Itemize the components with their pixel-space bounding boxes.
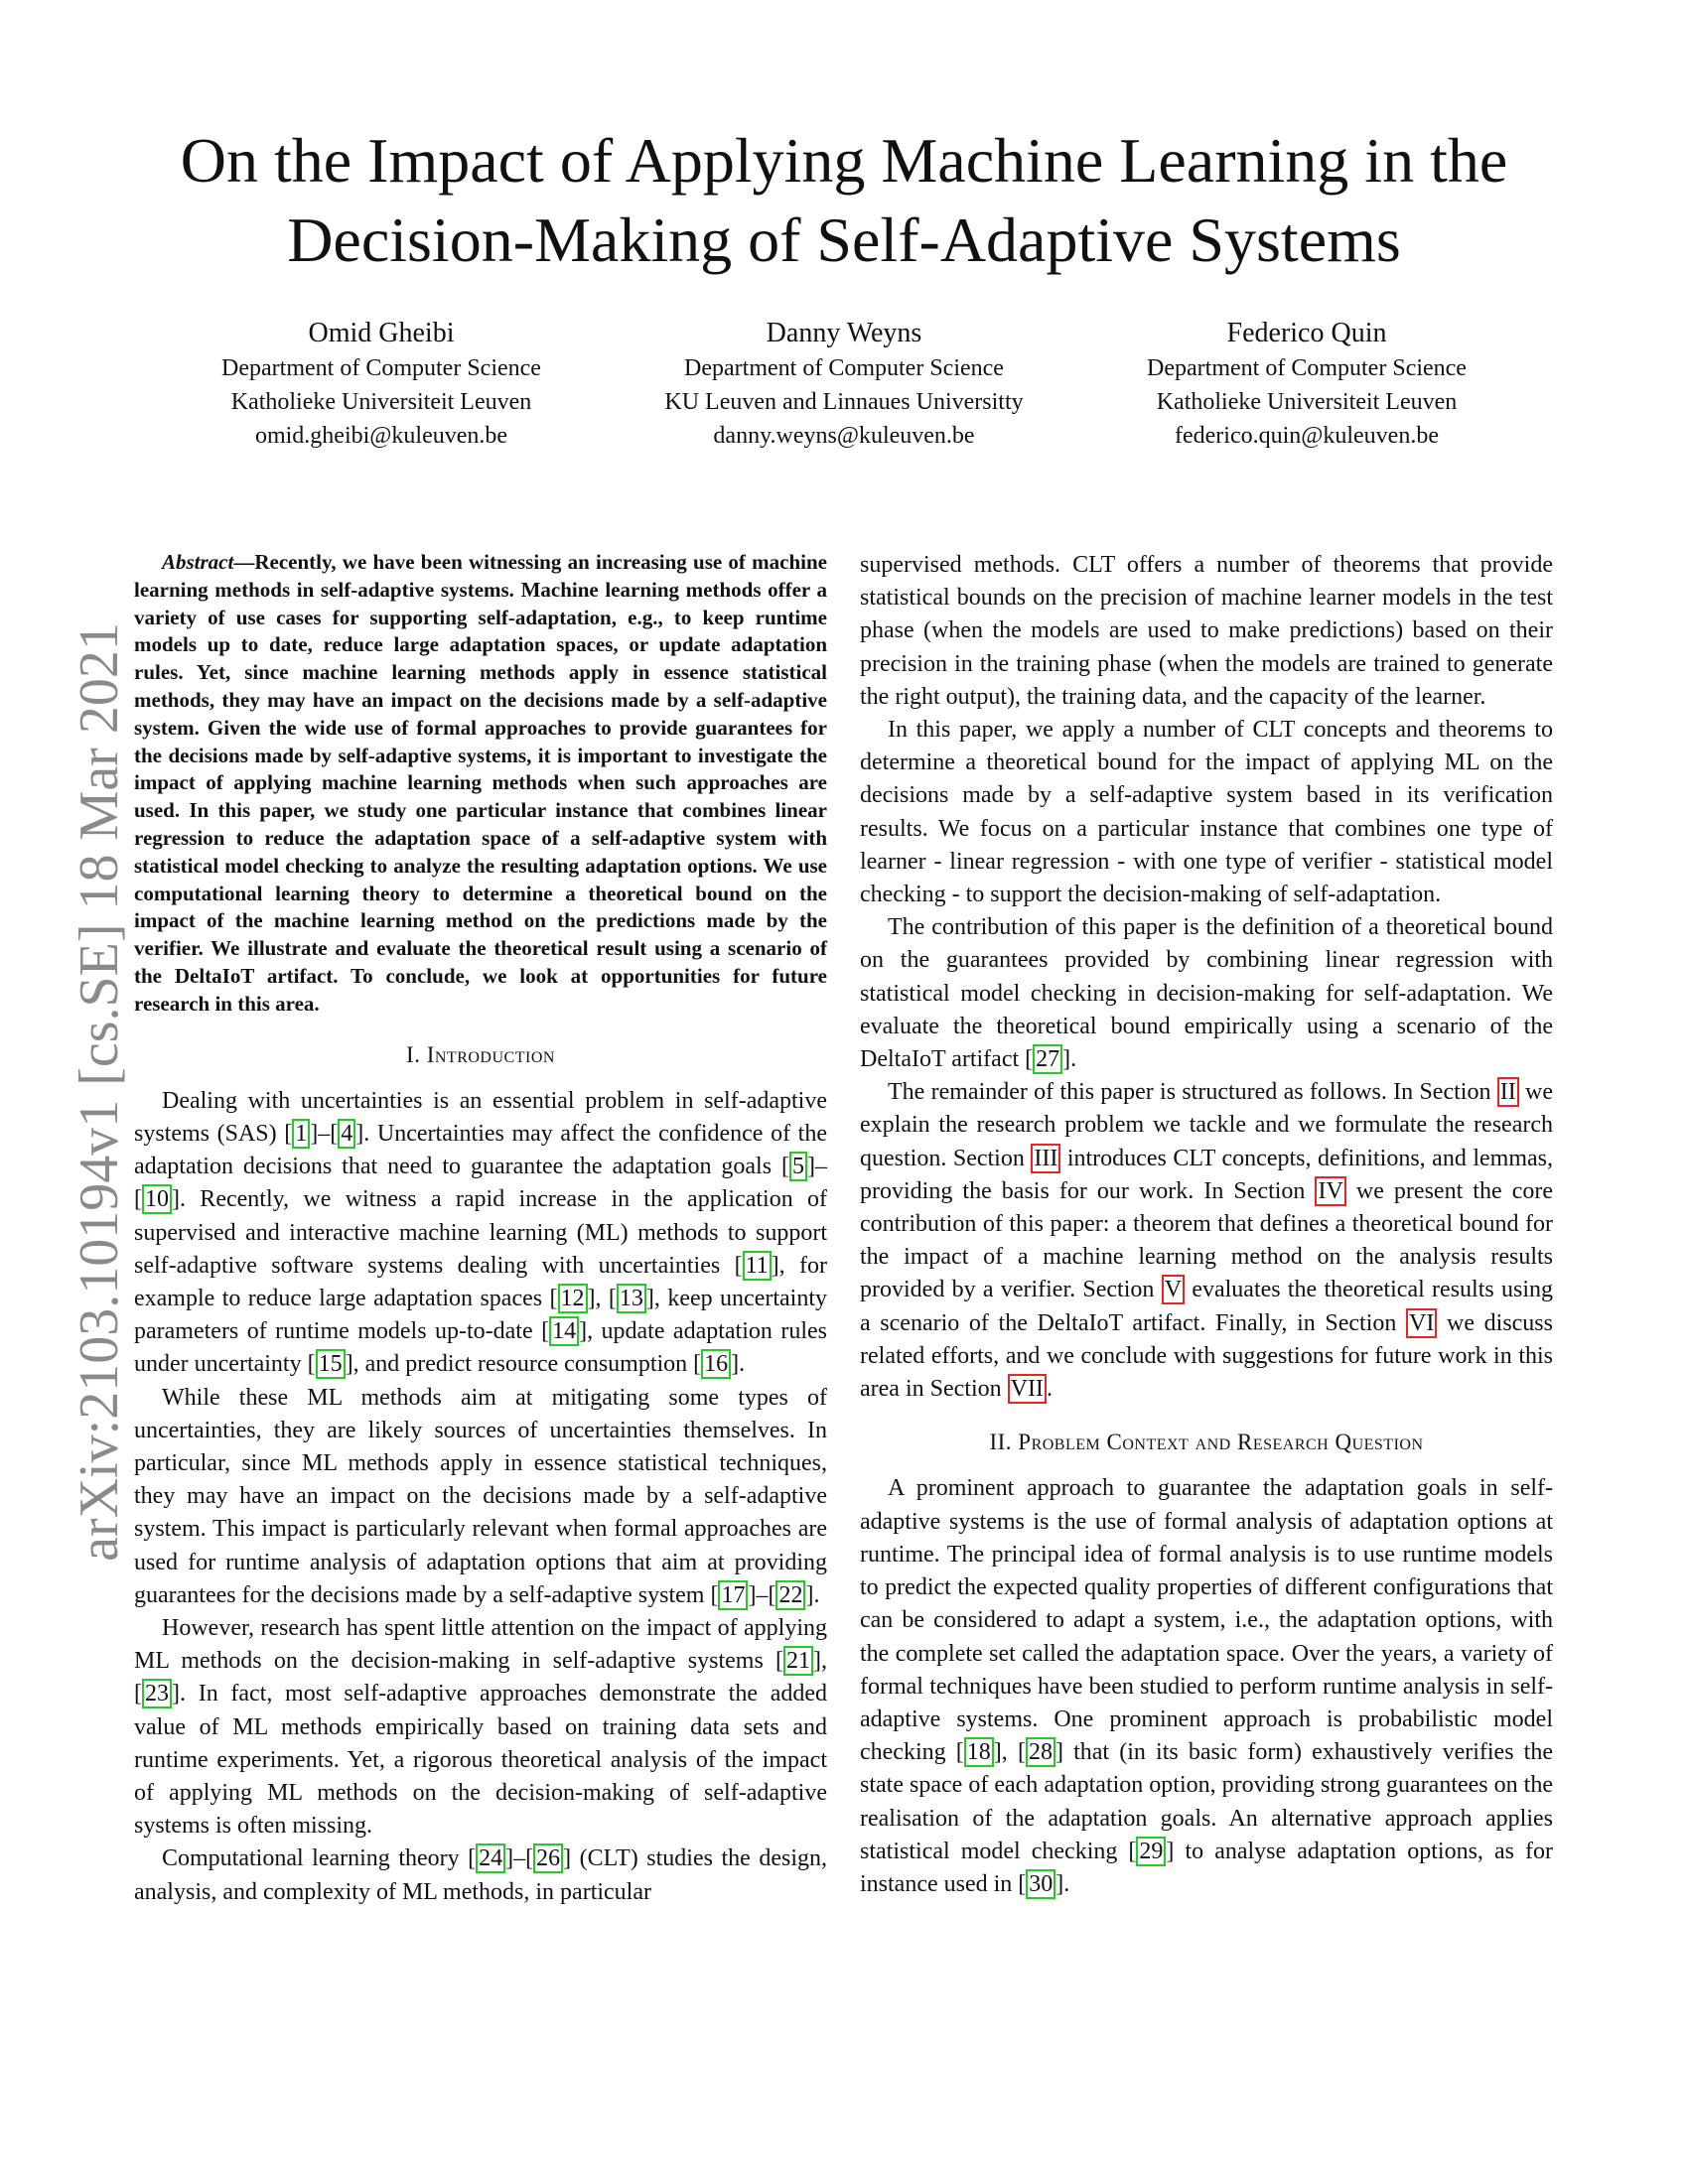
- author-dept: Department of Computer Science: [1147, 355, 1467, 381]
- citation-link[interactable]: 4: [338, 1119, 355, 1149]
- section-link[interactable]: II: [1497, 1077, 1519, 1107]
- citation-link[interactable]: 21: [783, 1646, 813, 1676]
- citation-link[interactable]: 18: [964, 1737, 994, 1767]
- section-link[interactable]: V: [1162, 1275, 1185, 1304]
- section-heading-introduction: I. Introduction: [406, 1041, 555, 1067]
- paragraph: However, research has spent little attention on the impact of applying ML methods on the decision-making in self-adaptive systems [ 21 ], [ 23 ]. In fact, most self-adaptive approaches demonstrate the added value of ML methods empirically based on training data sets and runtime experiments. Yet, a rigorous theoretical analysis of the impact of applying ML methods on the decision-making of self-adaptive systems is often missing.: [134, 1615, 827, 1840]
- paragraph: In this paper, we apply a number of CLT concepts and theorems to determine a theoretical bound for the impact of applying ML on the decisions made by a self-adaptive system based in its verification results. We focus on a particular instance that combines one type of learner - linear regression - with one type of verifier - statistical model checking - to support the decision-making of self-adaptation.: [860, 717, 1553, 908]
- author-3: [1075, 316, 1538, 453]
- paragraph: The remainder of this paper is structured as follows. In Section II we explain the research problem we tackle and we formulate the research question. Section III introduces CLT concepts, definitions, and lemmas, providing the basis for our work. In Section IV we present the core contribution of this paper: a theorem that defines a theoretical bound for the impact of a machine learning method on the analysis results provided by a verifier. Section V evaluates the theoretical results using a scenario of the DeltaIoT artifact. Finally, in Section VI we discuss related efforts, and we conclude with suggestions for future work in this area in Section VII .: [860, 1079, 1554, 1403]
- paragraph: Computational learning theory [ 24 ]–[ 26 ] (CLT) studies the design, analysis, and complexity of ML methods, in particular: [134, 1845, 827, 1905]
- author-dept: Department of Computer Science: [684, 355, 1004, 381]
- citation-link[interactable]: 24: [476, 1843, 505, 1873]
- citation-link[interactable]: 15: [316, 1349, 346, 1379]
- author-name: Danny Weyns: [766, 318, 922, 348]
- section-link[interactable]: III: [1031, 1144, 1060, 1173]
- author-2: [613, 316, 1075, 453]
- citation-link[interactable]: 23: [142, 1679, 172, 1708]
- author-email: federico.quin@kuleuven.be: [1174, 423, 1439, 449]
- author-name: Federico Quin: [1226, 318, 1387, 348]
- section-link[interactable]: IV: [1315, 1176, 1345, 1206]
- author-dept: Department of Computer Science: [221, 355, 541, 381]
- paragraph: supervised methods. CLT offers a number of theorems that provide statistical bounds on the precision of machine learner models in the test phase (when the models are used to make predictions) based on their precision in the training phase (when the models are trained to generate the right output), the training data, and the capacity of the learner.: [860, 552, 1553, 710]
- author-email: omid.gheibi@kuleuven.be: [254, 423, 508, 449]
- citation-link[interactable]: 12: [558, 1284, 588, 1313]
- citation-link[interactable]: 13: [617, 1284, 646, 1313]
- abstract-text: —Recently, we have been witnessing an increasing use of machine learning methods in self-adaptive systems. Machine learning methods offer a variety of use cases for supporting self-adaptation, e.g., to keep runtime models up to date, reduce large adaptation spaces, or update adaptation rules. Yet, since machine learning methods apply in essence statistical methods, they may have an impact on the decisions made by a self-adaptive system. Given the wide use of formal approaches to provide guarantees for the decisions made by self-adaptive systems, it is important to investigate the impact of applying machine learning methods when such approaches are used. In this paper, we study one particular instance that combines linear regression to reduce the adaptation space of a self-adaptive system with statistical model checking to analyze the resulting adaptation options. We use computational learning theory to determine a theoretical bound on the impact of the machine learning method on the predictions made by the verifier. We illustrate and evaluate the theoretical result using a scenario of the DeltaIoT artifact. To conclude, we look at opportunities for future research in this area.: [134, 550, 827, 1016]
- section-link[interactable]: VII: [1008, 1374, 1047, 1404]
- citation-link[interactable]: 29: [1136, 1837, 1166, 1866]
- arxiv-identifier: arXiv:2103.10194v1 [cs.SE] 18 Mar 2021: [69, 622, 130, 1562]
- citation-link[interactable]: 14: [549, 1316, 579, 1346]
- paragraph: The contribution of this paper is the definition of a theoretical bound on the guarantees provided by combining linear regression with statistical model checking in decision-making for self-adaptation. We evaluate the theoretical bound empirically using a scenario of the DeltaIoT artifact [ 27 ].: [860, 914, 1553, 1073]
- author-affiliation: Katholieke Universiteit Leuven: [1156, 389, 1458, 415]
- abstract-label: Abstract: [162, 550, 234, 574]
- abstract: [134, 549, 827, 1019]
- citation-link[interactable]: 11: [743, 1251, 772, 1281]
- section-link[interactable]: VI: [1406, 1308, 1437, 1338]
- paper-title: On the Impact of Applying Machine Learning in the Decision-Making of Self-Adaptive Systems: [180, 125, 1508, 275]
- citation-link[interactable]: 16: [701, 1349, 731, 1379]
- left-column: [134, 549, 827, 1909]
- citation-link[interactable]: 10: [142, 1184, 172, 1214]
- author-block: [149, 316, 1539, 453]
- author-affiliation: KU Leuven and Linnaues Universitty: [664, 389, 1024, 415]
- author-affiliation: Katholieke Universiteit Leuven: [230, 389, 532, 415]
- right-column: [860, 549, 1553, 1901]
- citation-link[interactable]: 1: [292, 1119, 310, 1149]
- citation-link[interactable]: 28: [1026, 1737, 1055, 1767]
- citation-link[interactable]: 26: [533, 1843, 563, 1873]
- citation-link[interactable]: 17: [718, 1580, 748, 1610]
- paragraph: While these ML methods aim at mitigating some types of uncertainties, they are likely sources of uncertainties themselves. In particular, since ML methods apply in essence statistical techniques, they may have an impact on the decisions made by a self-adaptive system. This impact is particularly relevant when formal approaches are used for runtime analysis of adaptation options that aim at providing guarantees for the decisions made by a self-adaptive system [ 17 ]–[ 22 ].: [134, 1384, 827, 1608]
- citation-link[interactable]: 22: [775, 1580, 805, 1610]
- author-name: Omid Gheibi: [308, 318, 455, 348]
- section-heading-problem-context: II. Problem Context and Research Question: [989, 1430, 1424, 1455]
- paragraph: Dealing with uncertainties is an essential problem in self-adaptive systems (SAS) [ 1 ]–[ 4 ]. Uncertainties may affect the confidence of the adaptation decisions that need to guarantee the adaptation goals [ 5 ]–[ 10 ]. Recently, we witness a rapid increase in the application of supervised and interactive machine learning (ML) methods to support self-adaptive software systems dealing with uncertainties [ 11 ], for example to reduce large adaptation spaces [ 12 ], [ 13 ], keep uncertainty parameters of runtime models up-to-date [ 14 ], update adaptation rules under uncertainty [ 15 ], and predict resource consumption [ 16 ].: [134, 1087, 827, 1378]
- paragraph: A prominent approach to guarantee the adaptation goals in self-adaptive systems is the use of formal analysis of adaptation options at runtime. The principal idea of formal analysis is to use runtime models to predict the expected quality properties of different configurations that can be considered to adapt a system, i.e., the adaptation options, with the complete set called the adaptation space. Over the years, a variety of formal techniques have been studied to perform runtime analysis in self-adaptive systems. One prominent approach is probabilistic model checking [ 18 ], [ 28 ] that (in its basic form) exhaustively verifies the state space of each adaptation option, providing strong guarantees on the realisation of the adaptation goals. An alternative approach applies statistical model checking [ 29 ] to analyse adaptation options, as for instance used in [ 30 ].: [860, 1475, 1554, 1897]
- author-email: danny.weyns@kuleuven.be: [713, 423, 975, 449]
- citation-link[interactable]: 27: [1033, 1044, 1062, 1074]
- author-1: [150, 316, 613, 453]
- citation-link[interactable]: 5: [789, 1152, 807, 1181]
- citation-link[interactable]: 30: [1026, 1869, 1055, 1899]
